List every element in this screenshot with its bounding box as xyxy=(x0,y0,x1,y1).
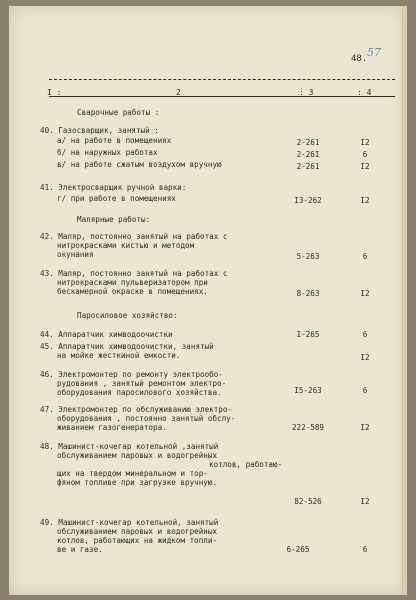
row-43-line3: бескамерной окраске в помещениях. xyxy=(57,287,208,296)
row-42-line3: окунания xyxy=(57,250,94,259)
row-43-days: I2 xyxy=(360,289,370,298)
row-46-code: I5-263 xyxy=(294,386,322,395)
row-41-title: 41. Электросварщик ручной варки: xyxy=(40,183,187,192)
row-49-days: 6 xyxy=(362,545,368,554)
section-heading-steam: Паросиловое хозяйство: xyxy=(77,311,178,320)
row-47-line2: оборудования , постоянно занятый обслу- xyxy=(57,414,236,423)
table-top-rule xyxy=(49,79,395,80)
row-40-b-days: 6 xyxy=(362,150,368,159)
row-47-line1: 47. Электромонтер по обслуживанию электро- xyxy=(40,405,233,414)
row-42-days: 6 xyxy=(362,252,368,261)
row-46-line1: 46. Электромонтер по ремонту электрообо- xyxy=(40,370,223,379)
row-48-line2: обслуживанием паровых и водогрейных xyxy=(57,451,218,460)
row-48-line3: котлов, работаю- xyxy=(209,460,283,469)
row-41-days: I2 xyxy=(360,196,370,205)
row-40-a-days: I2 xyxy=(360,138,370,147)
row-40-b-text: б/ на наружных работах xyxy=(57,148,158,157)
row-45-line1: 45. Аппаратчик химводоочистки, занятый xyxy=(40,342,214,351)
row-40-b-code: 2-26I xyxy=(296,150,320,159)
row-49-code: 6-265 xyxy=(286,545,310,554)
row-41-g-text: г/ при работе в помещениях xyxy=(57,194,176,203)
row-48-line1: 48. Машинист-кочегар котельной ,занятый xyxy=(40,442,219,451)
row-41-code: I3-262 xyxy=(294,196,322,205)
row-46-line2: рудования , занятый ремонтом электро- xyxy=(57,379,227,388)
header-col4: : 4 xyxy=(357,88,372,97)
page-number: 48. xyxy=(351,54,368,64)
row-46-line3: оборудования паросилового хозяйства. xyxy=(57,388,222,397)
row-40-a-code: 2-261 xyxy=(296,138,320,147)
table-header-rule xyxy=(49,96,395,97)
row-40-a-text: а/ на работе в помещениях xyxy=(57,136,172,145)
header-col2: 2 xyxy=(176,88,181,97)
row-43-line2: нитрокрасками пульверизатором при xyxy=(57,278,208,287)
document-page xyxy=(9,6,407,595)
row-48-line5: фяном топливе при загрузке вручную. xyxy=(57,478,218,487)
handwritten-page-number: 57 xyxy=(367,46,381,59)
row-49-line3: котлов, работающих на жидком топли- xyxy=(57,536,218,545)
row-43-code: 8-263 xyxy=(296,289,320,298)
row-45-line2: на мойке жесткиной емкости. xyxy=(57,351,181,360)
section-heading-painting: Малярные работы: xyxy=(77,215,151,224)
row-42-code: 5-263 xyxy=(296,252,320,261)
row-42-line1: 42. Маляр, постоянно занятый на работах с xyxy=(40,232,228,241)
header-col3: : 3 xyxy=(299,88,314,97)
row-44-code: I-265 xyxy=(296,330,320,339)
row-48-code: 82-526 xyxy=(294,497,322,506)
row-40-v-text: в/ на работе сжатым воздухом вручную xyxy=(57,160,222,169)
row-40-v-days: I2 xyxy=(360,162,370,171)
row-48-line4: щих на твердом минеральном и тор- xyxy=(57,469,208,478)
row-49-line4: ве и газе. xyxy=(57,545,103,554)
row-48-days: I2 xyxy=(360,497,370,506)
row-44-days: 6 xyxy=(362,330,368,339)
row-49-line2: обслуживанием паровых и водогрейных xyxy=(57,527,218,536)
header-col1: I : xyxy=(47,88,62,97)
page-edge-shadow xyxy=(401,6,407,595)
row-49-line1: 49. Машинист-кочегар котельной, занятый xyxy=(40,518,219,527)
section-heading-welding: Сварочные работы : xyxy=(77,108,160,117)
row-40-title: 40. Газосварщик, занятый : xyxy=(40,126,159,135)
row-45-days: I2 xyxy=(360,353,370,362)
row-47-days: I2 xyxy=(360,423,370,432)
row-42-line2: нитрокрасками кистью и методом xyxy=(57,241,195,250)
row-46-days: 6 xyxy=(362,386,368,395)
row-43-line1: 43. Маляр, постоянно занятый на работах с xyxy=(40,269,228,278)
row-47-line3: живанием газогенератора. xyxy=(57,423,167,432)
row-40-v-code: 2-261 xyxy=(296,162,320,171)
row-47-code: 222-589 xyxy=(291,423,324,432)
row-44-line1: 44. Аппаратчик химводоочистки xyxy=(40,330,173,339)
